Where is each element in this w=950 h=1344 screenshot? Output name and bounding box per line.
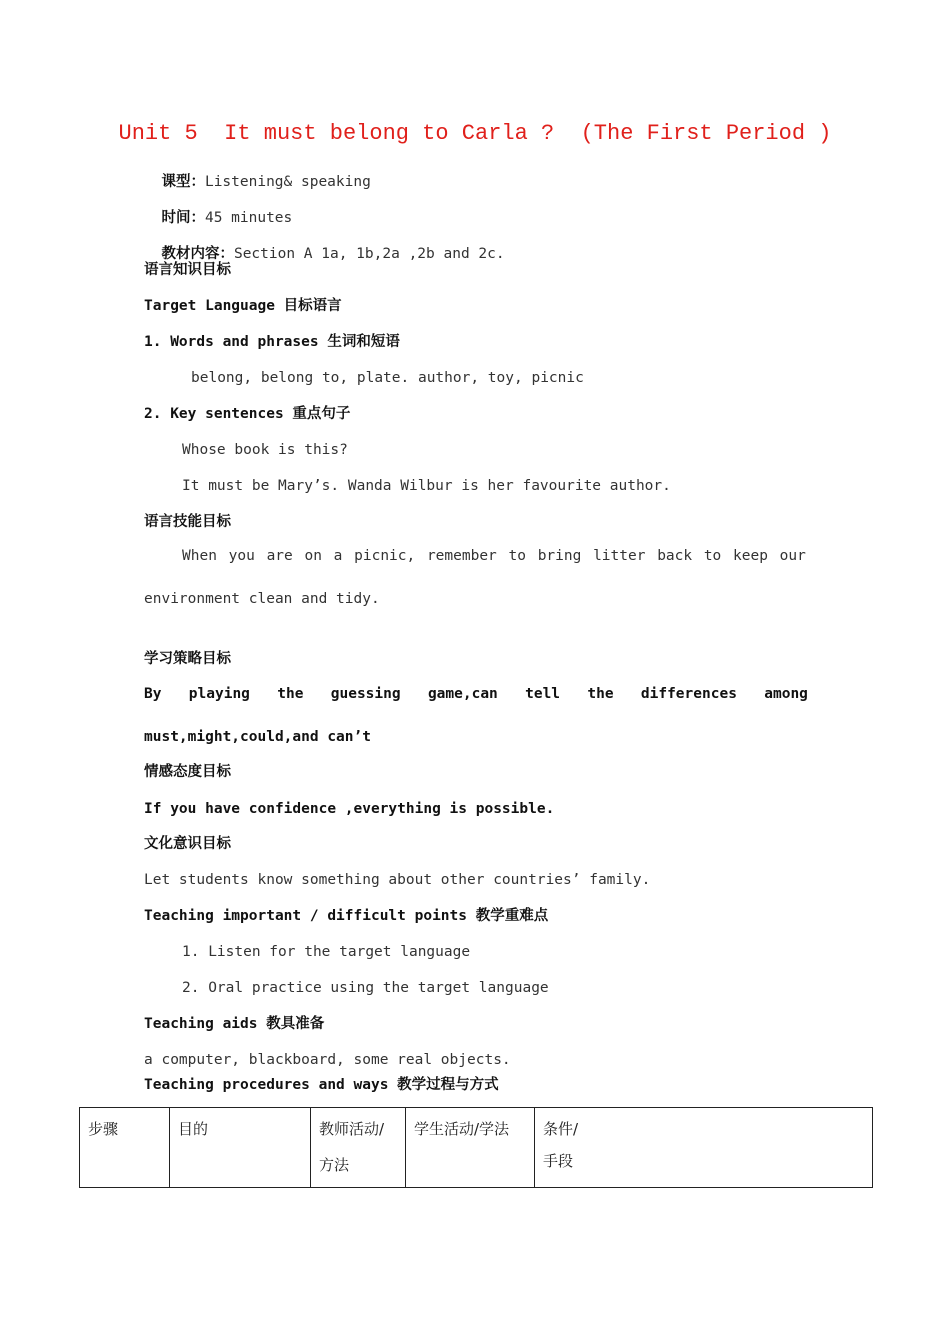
word: back (657, 548, 693, 564)
word: keep (733, 548, 768, 564)
word: on (304, 548, 322, 564)
word: to (703, 548, 722, 564)
teaching-points-heading: Teaching important / difficult points 教学重难点 (144, 908, 549, 924)
emotional-attitude-heading: 情感态度目标 (144, 764, 231, 780)
language-skills-line-2: environment clean and tidy. (144, 591, 380, 607)
time-line (144, 188, 292, 228)
word: our (779, 548, 806, 564)
word: are (266, 548, 293, 564)
word: bring (537, 548, 582, 564)
language-knowledge-heading: 语言知识目标 (144, 262, 231, 278)
table-row (80, 1108, 873, 1188)
document-title: Unit 5 It must belong to Carla ? (The First Period ) (118, 121, 832, 146)
learning-strategy-line-1 (144, 686, 808, 702)
content-value: Section A 1a, 1b,2a ,2b and 2c. (233, 246, 505, 262)
lesson-type-value: Listening& speaking (204, 174, 371, 190)
word: By (144, 686, 162, 702)
word: remember (426, 548, 497, 564)
sentences-heading: 2. Key sentences 重点句子 (144, 406, 351, 422)
learning-strategy-heading: 学习策略目标 (144, 651, 231, 667)
table-header-cell: 步骤 (80, 1108, 170, 1188)
word: you (228, 548, 255, 564)
lesson-type-line (144, 152, 371, 192)
emotional-attitude-text: If you have confidence ,everything is possible. (144, 801, 555, 817)
cultural-awareness-text: Let students know something about other countries’ family. (144, 872, 651, 888)
word: a (333, 548, 343, 564)
word: the (587, 686, 614, 702)
key-sentence-1: Whose book is this? (182, 442, 348, 458)
word: differences (640, 686, 737, 702)
procedures-table (79, 1107, 873, 1188)
table-header-cell: 目的 (170, 1108, 311, 1188)
word: game,can (427, 686, 498, 702)
table-header-cell: 教师活动/ 方法 (311, 1108, 406, 1188)
content-label: 教材内容： (161, 246, 234, 262)
lesson-type-label: 课型： (161, 174, 205, 190)
word: guessing (330, 686, 401, 702)
teaching-aids-text: a computer, blackboard, some real objects. (144, 1052, 511, 1068)
words-heading: 1. Words and phrases 生词和短语 (144, 334, 400, 350)
teaching-point-1: 1. Listen for the target language (182, 944, 471, 960)
teaching-aids-heading: Teaching aids 教具准备 (144, 1016, 325, 1032)
word: among (764, 686, 808, 702)
word: tell (525, 686, 561, 702)
word: When (182, 548, 217, 564)
time-value: 45 minutes (204, 210, 293, 226)
word: the (277, 686, 304, 702)
content-line (144, 224, 505, 264)
word: litter (593, 548, 646, 564)
language-skills-heading: 语言技能目标 (144, 514, 231, 530)
time-label: 时间： (161, 210, 205, 226)
table-header-cell: 条件/ 手段 (535, 1108, 873, 1188)
word: to (508, 548, 526, 564)
learning-strategy-line-2: must,might,could,and can’t (144, 729, 371, 745)
cultural-awareness-heading: 文化意识目标 (144, 836, 231, 852)
target-language-heading: Target Language 目标语言 (144, 298, 342, 314)
key-sentence-2: It must be Mary’s. Wanda Wilbur is her favourite author. (182, 478, 671, 494)
word: picnic, (354, 548, 416, 564)
words-list: belong, belong to, plate. author, toy, picnic (191, 370, 584, 386)
table-header-cell: 学生活动/学法 (406, 1108, 535, 1188)
procedures-heading: Teaching procedures and ways 教学过程与方式 (144, 1077, 499, 1093)
teaching-point-2: 2. Oral practice using the target language (182, 980, 549, 996)
word: playing (188, 686, 250, 702)
language-skills-line-1 (182, 548, 806, 564)
